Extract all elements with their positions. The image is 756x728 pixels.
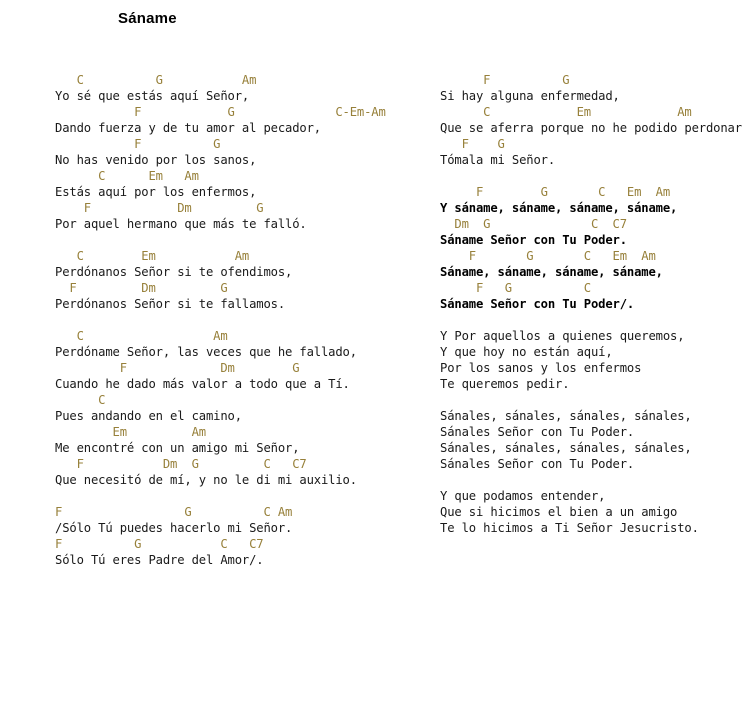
line-pair — [440, 104, 756, 136]
stanza-verse-3 — [55, 328, 425, 488]
lyric-line: Sáname Señor con Tu Poder/. — [440, 297, 635, 311]
line-pair — [55, 392, 425, 424]
line-pair — [440, 280, 756, 312]
lyric-line: Sánales, sánales, sánales, sánales, — [440, 409, 692, 423]
line-pair — [440, 504, 756, 520]
lyric-line: Yo sé que estás aquí Señor, — [55, 89, 250, 103]
right-lyrics-column — [440, 72, 756, 552]
chord-line: F G — [440, 73, 570, 87]
chord-line: Em Am — [55, 425, 206, 439]
line-pair — [55, 200, 425, 232]
line-pair — [440, 184, 756, 216]
chord-line: F Dm G C C7 — [55, 457, 307, 471]
stanza-verse-1 — [55, 72, 425, 232]
line-pair — [440, 344, 756, 360]
line-pair — [55, 72, 425, 104]
line-pair — [440, 72, 756, 104]
page-title: Sáname — [118, 10, 177, 27]
chord-line: F Dm G — [55, 361, 300, 375]
line-pair — [440, 376, 756, 392]
lyric-line: Que necesitó de mí, y no le di mi auxilio. — [55, 473, 357, 487]
chord-line: F G C-Em-Am — [55, 105, 386, 119]
left-lyrics-column — [55, 72, 425, 584]
chord-line: F G C Em Am — [440, 185, 670, 199]
line-pair — [55, 168, 425, 200]
line-pair — [440, 520, 756, 536]
lyric-line: Que si hicimos el bien a un amigo — [440, 505, 678, 519]
lyric-line: Cuando he dado más valor a todo que a Tí. — [55, 377, 350, 391]
line-pair — [440, 360, 756, 376]
lyric-line: Estás aquí por los enfermos, — [55, 185, 257, 199]
chord-line: F G C — [440, 281, 591, 295]
line-pair — [55, 504, 425, 536]
line-pair — [440, 216, 756, 248]
line-pair — [440, 424, 756, 440]
lyric-line: Y Por aquellos a quienes queremos, — [440, 329, 685, 343]
line-pair — [55, 456, 425, 488]
lyric-line: No has venido por los sanos, — [55, 153, 257, 167]
line-pair — [55, 360, 425, 392]
line-pair — [55, 248, 425, 280]
stanza-chorus-2 — [440, 408, 756, 472]
chord-line: C Em Am — [440, 105, 692, 119]
lyric-line: Y que podamos entender, — [440, 489, 606, 503]
lyric-line: Perdónanos Señor si te fallamos. — [55, 297, 285, 311]
chord-line: C Em Am — [55, 169, 199, 183]
lyric-line: Y sáname, sáname, sáname, sáname, — [440, 201, 678, 215]
chord-line: F Dm G — [55, 281, 228, 295]
chord-line: F G — [440, 137, 505, 151]
line-pair — [440, 408, 756, 424]
chord-line: C Em Am — [55, 249, 250, 263]
lyric-line: Tómala mi Señor. — [440, 153, 555, 167]
line-pair — [440, 328, 756, 344]
lyric-line: Te lo hicimos a Ti Señor Jesucristo. — [440, 521, 699, 535]
chord-line: C G Am — [55, 73, 257, 87]
lyric-line: Por aquel hermano que más te falló. — [55, 217, 307, 231]
line-pair — [440, 136, 756, 168]
line-pair — [55, 104, 425, 136]
lyric-line: Sánales Señor con Tu Poder. — [440, 457, 635, 471]
line-pair — [440, 440, 756, 456]
lyric-line: Pues andando en el camino, — [55, 409, 242, 423]
stanza-chorus-1 — [440, 184, 756, 312]
line-pair — [55, 328, 425, 360]
lyric-line: Me encontré con un amigo mi Señor, — [55, 441, 300, 455]
lyric-line: Dando fuerza y de tu amor al pecador, — [55, 121, 321, 135]
lyric-line: Si hay alguna enfermedad, — [440, 89, 620, 103]
chord-line: F G C C7 — [55, 537, 264, 551]
lyric-line: Perdónanos Señor si te ofendimos, — [55, 265, 293, 279]
lyric-line: Sáname, sáname, sáname, sáname, — [440, 265, 663, 279]
lyric-line: Sánales Señor con Tu Poder. — [440, 425, 635, 439]
lyric-line: Sólo Tú eres Padre del Amor/. — [55, 553, 264, 567]
stanza-verse-4 — [55, 504, 425, 568]
chord-line: F G C Em Am — [440, 249, 656, 263]
line-pair — [440, 488, 756, 504]
stanza-verse-6 — [440, 328, 756, 392]
chord-line: F G — [55, 137, 221, 151]
lyric-line: Sánales, sánales, sánales, sánales, — [440, 441, 692, 455]
lyric-line: Te queremos pedir. — [440, 377, 570, 391]
chord-line: C — [55, 393, 106, 407]
line-pair — [55, 136, 425, 168]
stanza-verse-2 — [55, 248, 425, 312]
stanza-verse-7 — [440, 488, 756, 536]
chord-line: Dm G C C7 — [440, 217, 627, 231]
chord-line: F G C Am — [55, 505, 293, 519]
lyric-line: Que se aferra porque no he podido perdonar — [440, 121, 742, 135]
line-pair — [55, 424, 425, 456]
stanza-verse-5 — [440, 72, 756, 168]
line-pair — [440, 456, 756, 472]
chord-line: C Am — [55, 329, 228, 343]
lyric-line: Y que hoy no están aquí, — [440, 345, 613, 359]
chord-line: F Dm G — [55, 201, 264, 215]
line-pair — [440, 248, 756, 280]
lyric-line: Por los sanos y los enfermos — [440, 361, 642, 375]
line-pair — [55, 536, 425, 568]
line-pair — [55, 280, 425, 312]
lyric-line: /Sólo Tú puedes hacerlo mi Señor. — [55, 521, 293, 535]
lyric-line: Perdóname Señor, las veces que he fallado, — [55, 345, 357, 359]
lyric-line: Sáname Señor con Tu Poder. — [440, 233, 627, 247]
